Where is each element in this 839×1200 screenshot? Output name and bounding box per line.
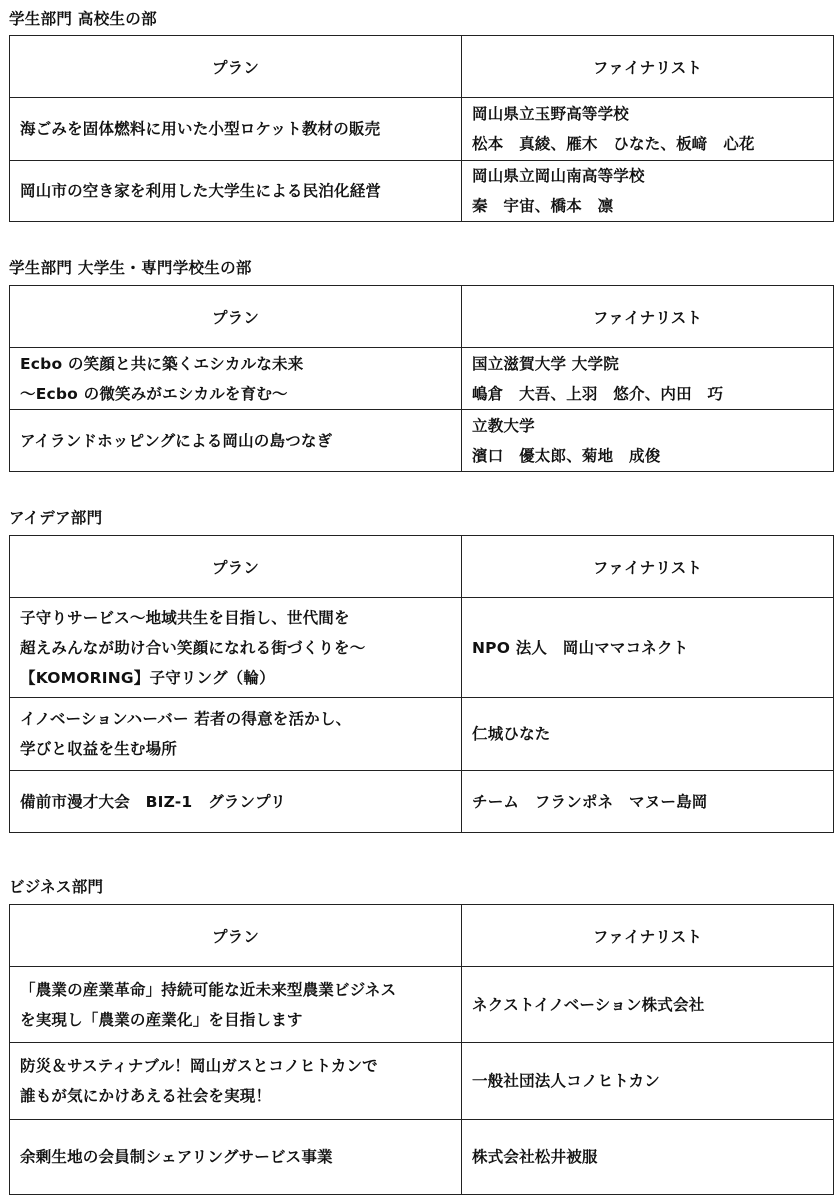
finalist-org: チーム フランポネ マヌー島岡 (472, 792, 708, 811)
column-header-finalist: ファイナリスト (462, 905, 834, 967)
finalist-org: ネクストイノベーション株式会社 (472, 995, 705, 1014)
finalist-org: 仁城ひなた (472, 725, 551, 743)
finalist-cell (462, 410, 834, 472)
finalist-cell (462, 967, 834, 1043)
plan-text: 備前市漫才大会 BIZ-1 グランプリ (20, 792, 286, 811)
plan-cell (10, 410, 462, 472)
table-row (10, 967, 834, 1043)
finalist-cell (462, 771, 834, 833)
table-row (10, 161, 834, 222)
plan-cell (10, 161, 462, 222)
table-row (10, 771, 834, 833)
column-header-finalist: ファイナリスト (462, 286, 834, 348)
table-header-row (10, 286, 834, 348)
table-header-row (10, 36, 834, 98)
plan-text: 防災＆サスティナブル！岡山ガスとコノヒトカンで (20, 1057, 378, 1075)
plan-cell (10, 598, 462, 698)
column-header-plan: プラン (10, 286, 462, 348)
table-header-row (10, 905, 834, 967)
table-row (10, 1120, 834, 1195)
plan-text: イノベーションハーバー 若者の得意を活かし、 (20, 710, 352, 728)
finalist-members: 濱口 優太郎、菊地 成俊 (472, 446, 661, 465)
finalist-org: 岡山県立岡山南高等学校 (472, 167, 645, 185)
plan-text: 「農業の産業革命」持続可能な近未来型農業ビジネス (20, 980, 397, 999)
finalist-cell (462, 1120, 834, 1195)
plan-text: Ecbo の笑顔と共に築くエシカルな未来 (20, 354, 304, 373)
plan-cell (10, 1043, 462, 1120)
column-header-finalist: ファイナリスト (462, 36, 834, 98)
plan-text: 誰もが気にかけあえる社会を実現！ (20, 1087, 272, 1105)
plan-text: 超えみんなが助け合い笑顔になれる街づくりを～ (20, 638, 366, 657)
plan-text: 岡山市の空き家を利用した大学生による民泊化経営 (20, 182, 382, 200)
column-header-plan: プラン (10, 536, 462, 598)
column-header-plan: プラン (10, 905, 462, 967)
finalist-cell (462, 698, 834, 771)
table-row (10, 1043, 834, 1120)
finalist-org: 国立滋賀大学 大学院 (472, 354, 619, 373)
plan-text: を実現し「農業の産業化」を目指します (20, 1010, 303, 1029)
finalist-table (9, 535, 834, 833)
column-header-plan: プラン (10, 36, 462, 98)
plan-text: 【KOMORING】子守リング（輪） (20, 668, 275, 687)
plan-text: ～Ecbo の微笑みがエシカルを育む～ (20, 384, 288, 403)
table-row (10, 98, 834, 161)
table-row (10, 698, 834, 771)
plan-cell (10, 348, 462, 410)
plan-text: 海ごみを固体燃料に用いた小型ロケット教材の販売 (20, 120, 381, 138)
finalist-org: 立教大学 (472, 416, 535, 435)
plan-text: 学びと収益を生む場所 (20, 740, 178, 758)
finalist-cell (462, 598, 834, 698)
finalist-org: NPO 法人 岡山ママコネクト (472, 638, 689, 657)
finalist-org: 岡山県立玉野高等学校 (472, 105, 630, 123)
section-title: 学生部門 高校生の部 (9, 10, 157, 28)
plan-text: アイランドホッピングによる岡山の島つなぎ (20, 431, 333, 450)
column-header-finalist: ファイナリスト (462, 536, 834, 598)
table-header-row (10, 536, 834, 598)
plan-cell (10, 698, 462, 771)
finalist-members: 嶋倉 大吾、上羽 悠介、内田 巧 (472, 384, 724, 403)
plan-cell (10, 771, 462, 833)
finalist-cell (462, 161, 834, 222)
table-row (10, 598, 834, 698)
plan-text: 子守りサービス～地域共生を目指し、世代間を (20, 608, 350, 627)
table-row (10, 348, 834, 410)
section-title: ビジネス部門 (9, 878, 104, 896)
finalist-cell (462, 1043, 834, 1120)
finalist-cell (462, 348, 834, 410)
section-title: アイデア部門 (9, 509, 103, 527)
finalist-members: 松本 真綾、雁木 ひなた、板﨑 心花 (472, 135, 755, 153)
finalist-org: 一般社団法人コノヒトカン (472, 1072, 660, 1090)
plan-text: 余剰生地の会員制シェアリングサービス事業 (20, 1148, 333, 1166)
plan-cell (10, 98, 462, 161)
finalist-cell (462, 98, 834, 161)
finalist-table (9, 285, 834, 472)
section-title: 学生部門 大学生・専門学校生の部 (9, 259, 252, 277)
finalist-members: 秦 宇宙、橋本 凛 (472, 197, 614, 215)
finalist-org: 株式会社松井被服 (472, 1148, 598, 1166)
plan-cell (10, 967, 462, 1043)
finalist-table (9, 904, 834, 1195)
table-row (10, 410, 834, 472)
plan-cell (10, 1120, 462, 1195)
finalist-table (9, 35, 834, 222)
